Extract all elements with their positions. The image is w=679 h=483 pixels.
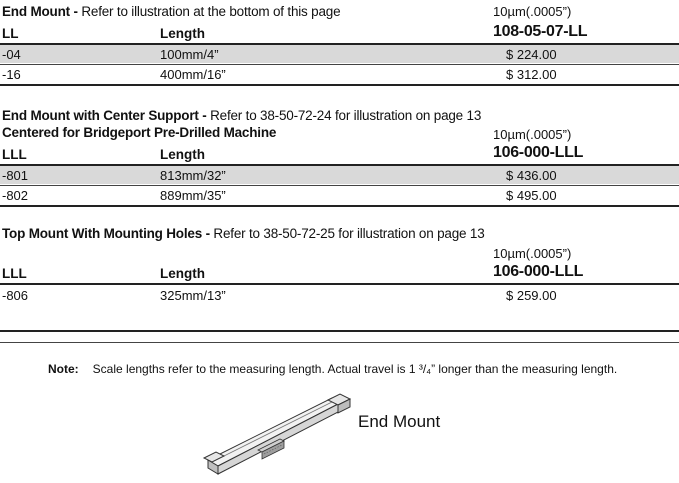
page-rule: [0, 342, 679, 343]
table-row: -04 100mm/4” $ 224.00: [0, 45, 679, 63]
resolution-label: 10µm(.0005”): [493, 127, 572, 142]
note-label: Note:: [48, 362, 79, 376]
table-header: [0, 145, 679, 164]
section-title: Top Mount With Mounting Holes - Refer to 38-50-72-25 for illustration on page 13: [2, 226, 485, 241]
header-rule: [0, 283, 679, 285]
resolution-label: 10µm(.0005”): [493, 4, 572, 19]
table-row: -801 813mm/32” $ 436.00: [0, 166, 679, 184]
table-header: [0, 264, 679, 283]
section-rule: [0, 205, 679, 207]
resolution-label: 10µm(.0005”): [493, 246, 572, 261]
section-title: End Mount with Center Support - Refer to 38-50-72-24 for illustration on page 13: [2, 108, 482, 123]
header-length: Length: [160, 26, 205, 41]
section-title: End Mount - Refer to illustration at the bottom of this page: [2, 4, 341, 19]
table-row: -806 325mm/13” $ 259.00: [2, 288, 557, 303]
header-code: LLL: [2, 147, 27, 162]
header-part-number: 106-000-LLL: [493, 263, 584, 280]
linear-scale-icon: [200, 390, 360, 480]
header-code: LLL: [2, 266, 27, 281]
header-length: Length: [160, 147, 205, 162]
header-length: Length: [160, 266, 205, 281]
table-row: -16 400mm/16” $ 312.00: [2, 67, 557, 82]
table-header: [0, 24, 679, 43]
section-rule: [0, 330, 679, 332]
header-part-number: 106-000-LLL: [493, 144, 584, 161]
illustration-caption: End Mount: [358, 412, 441, 431]
note-text: Scale lengths refer to the measuring length. Actual travel is 1 ³/₄” longer than the measuring length.: [92, 362, 618, 376]
table-row: -802 889mm/35” $ 495.00: [2, 188, 557, 203]
note: [48, 362, 617, 376]
section-subtitle: Centered for Bridgeport Pre-Drilled Machine: [2, 125, 277, 140]
header-code: LL: [2, 26, 19, 41]
section-rule: [0, 84, 679, 86]
header-part-number: 108-05-07-LL: [493, 23, 588, 40]
